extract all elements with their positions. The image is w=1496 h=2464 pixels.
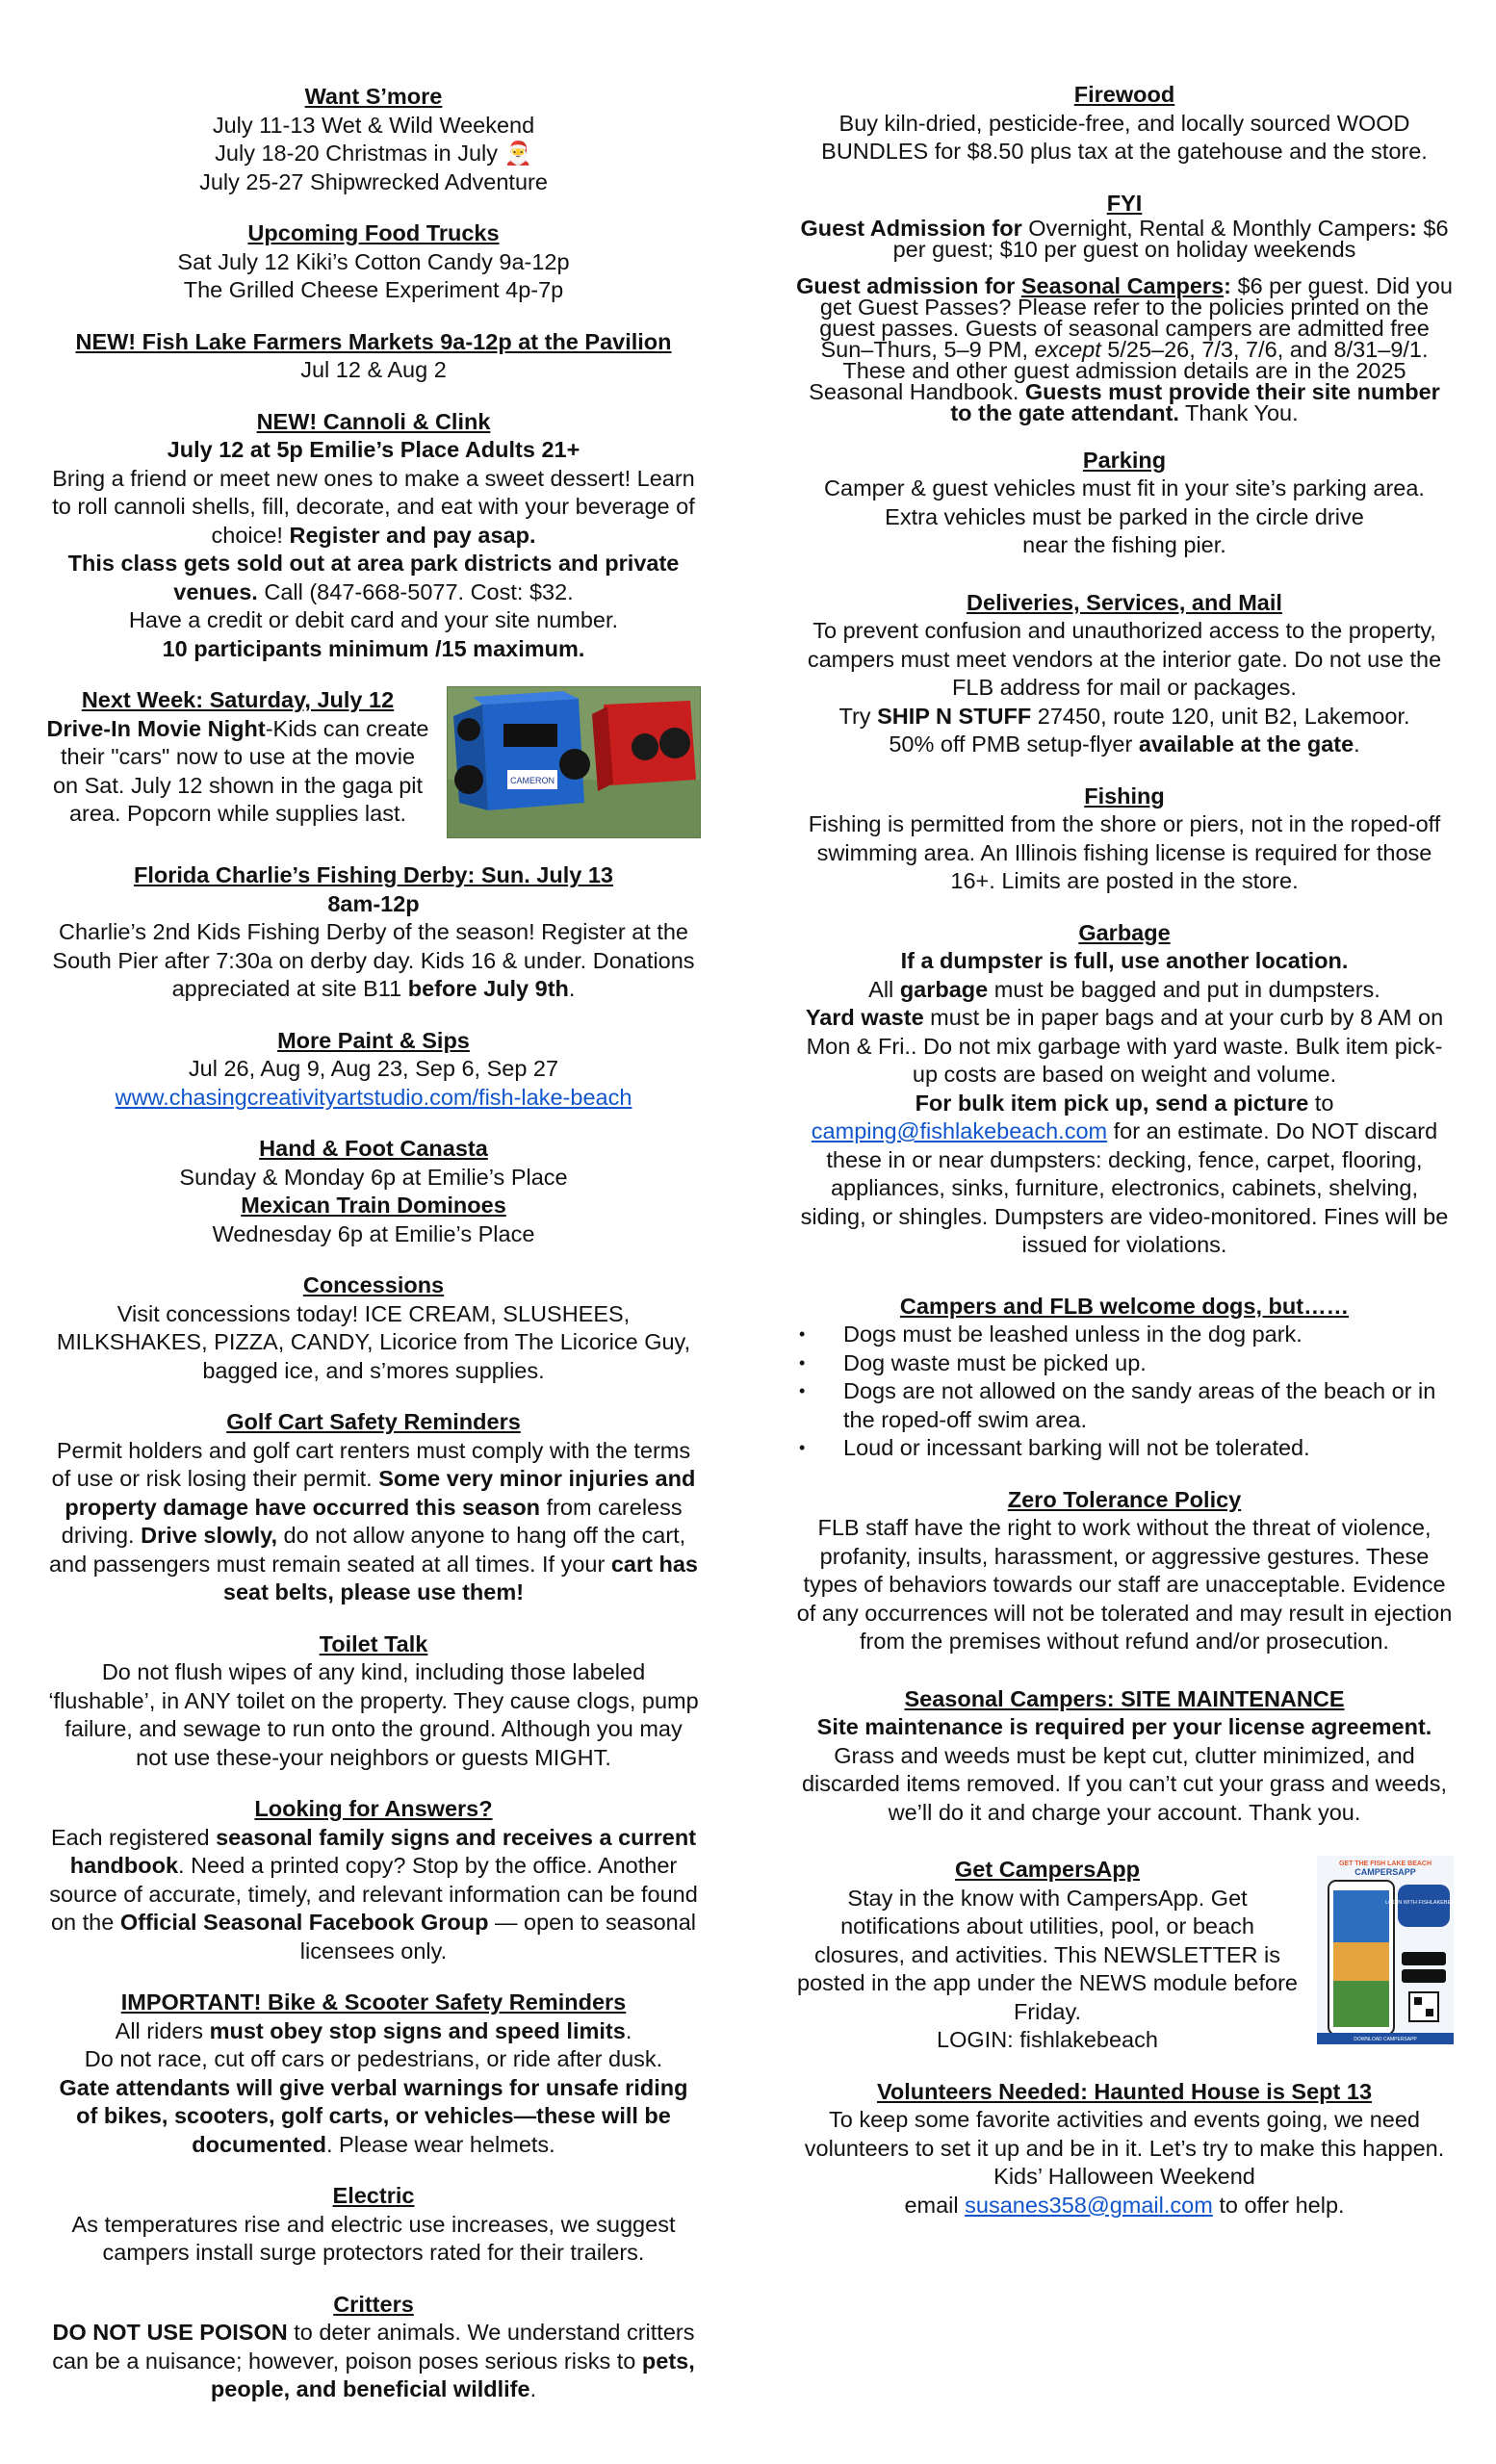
electric-title: Electric [332,2183,415,2208]
cardboard-car-image [448,687,700,837]
movie-title: Next Week: Saturday, July 12 [81,687,395,712]
fishing-derby-section [46,861,701,1004]
farmers-market-dates: Jul 12 & Aug 2 [300,357,447,382]
site-maintenance-body: Site maintenance is required per your license agreement. Grass and weeds must be kept cut, clutter minimized, and discarded items removed. If you can’t cut your grass and weeds, we’ll do it and charge your account. Thank you. [801,1714,1448,1825]
deliveries-body: To prevent confusion and unauthorized access to the property, campers must meet vendors at the interior gate. Do not use the FLB address for mail or packages. [807,618,1442,700]
cannoli-participants: 10 participants minimum /15 maximum. [162,635,585,661]
smore-line: July 25-27 Shipwrecked Adventure [199,168,548,194]
campersapp-promo-graphic [1317,1856,1462,2044]
zero-tolerance-body: FLB staff have the right to work without the threat of violence, profanity, insults, harassment, or aggressive gestures. These types of behaviors towards our staff are unacceptable. Evidence of any occurrences will not be tolerated and may result in ejection from the premises without refund and/or prosecution. [796,1515,1453,1654]
bike-safety-title: IMPORTANT! Bike & Scooter Safety Reminders [120,1989,627,2015]
cannoli-venues: This class gets sold out at area park districts and private venues. Call (847-668-5077. Cost: $32. [67,551,680,604]
smore-title: Want S’more [304,84,443,109]
site-maintenance-title: Seasonal Campers: SITE MAINTENANCE [904,1685,1345,1711]
bike-safety-warning: Gate attendants will give verbal warnings for unsafe riding of bikes, scooters, golf carts, or vehicles—these will be documented. Please wear helmets. [59,2074,688,2157]
movie-body: Drive-In Movie Night-Kids can create their "cars" now to use at the movie on Sat. July 12 shown in the gaga pit area. Popcorn while supplies last. [46,715,429,826]
parking-line: Extra vehicles must be parked in the circle drive [885,503,1364,529]
deliveries-title: Deliveries, Services, and Mail [967,589,1282,615]
site-maintenance-section [795,1685,1454,1828]
smore-section [46,83,701,196]
golf-cart-section [46,1408,701,1607]
dominoes-title: Mexican Train Dominoes [241,1193,506,1218]
promo-title-line2: CAMPERSAPP [1354,1867,1416,1877]
dogs-section [795,1293,1454,1463]
firewood-body: Buy kiln-dried, pesticide-free, and locally sourced WOOD BUNDLES for $8.50 plus tax at the gatehouse and the store. [821,110,1428,164]
golf-cart-body: Permit holders and golf cart renters must comply with the terms of use or risk losing their permit. Some very minor injuries and property damage have occurred this season from careless driving. Drive slowly, do not allow anyone to hang off the cart, and passengers must remain seated at all times. If your cart has seat belts, please use them! [48,1437,698,1604]
campersapp-body: Stay in the know with CampersApp. Get notifications about utilities, pool, or beach closures, and activities. This NEWSLETTER is posted in the app under the NEWS module before Friday. [797,1885,1298,2024]
campersapp-section [795,1856,1462,2055]
campersapp-login: LOGIN: fishlakebeach [937,2027,1158,2052]
list-item: • Dog waste must be picked up. [795,1349,1454,1378]
cannoli-title: NEW! Cannoli & Clink [256,408,491,434]
campersapp-title: Get CampersApp [955,1857,1140,1882]
list-item: • Dogs are not allowed on the sandy areas of the beach or in the roped-off swim area. [795,1377,1454,1434]
movie-night-section [46,686,701,838]
cardboard-car-photo [447,686,701,838]
answers-body: Each registered seasonal family signs and receives a current handbook. Need a printed copy? Stop by the office. Another source of accurate, timely, and relevant information can be found on the Official Seasonal Facebook Group — open to seasonal licensees only. [49,1824,698,1964]
paint-sips-link[interactable]: www.chasingcreativityartstudio.com/fish-lake-beach [115,1084,632,1110]
cannoli-section [46,408,701,664]
zero-tolerance-title: Zero Tolerance Policy [1007,1486,1242,1512]
paint-sips-title: More Paint & Sips [277,1027,470,1053]
parking-line: near the fishing pier. [1022,532,1226,557]
fishing-section [795,783,1454,896]
fishing-title: Fishing [1084,783,1165,808]
promo-download: DOWNLOAD CAMPERSAPP [1354,2037,1417,2042]
dominoes-schedule: Wednesday 6p at Emilie’s Place [212,1220,535,1246]
toilet-talk-title: Toilet Talk [319,1630,428,1656]
volunteer-email-link[interactable]: susanes358@gmail.com [965,2192,1213,2218]
zero-tolerance-section [795,1486,1454,1656]
farmers-market-section [46,328,701,385]
paint-sips-dates: Jul 26, Aug 9, Aug 23, Sep 6, Sep 27 [188,1056,559,1081]
fyi-section [795,190,1454,424]
concessions-body: Visit concessions today! ICE CREAM, SLUSHEES, MILKSHAKES, PIZZA, CANDY, Licorice from The Licorice Guy, bagged ice, and s’mores supplies. [56,1300,691,1383]
games-section [46,1135,701,1248]
dogs-rules-list [795,1321,1454,1463]
list-item: • Loud or incessant barking will not be tolerated. [795,1434,1454,1463]
promo-login: LOGIN WITH FISHLAKEBEACH [1385,1900,1462,1906]
fyi-seasonal-admission: Guest admission for Seasonal Campers: $6 per guest. Did you get Guest Passes? Please refer to the policies printed on the guest passes. Guests of seasonal campers are admitted free Sun–Thurs, 5–9 PM, except 5/25–26, 7/3, 7/6, and 8/31–9/1. These and other guest admission details are in the 2025 Seasonal Handbook. Guests must provide their site number to the gate attendant. Thank You. [796,272,1453,425]
cannoli-card: Have a credit or debit card and your site number. [128,607,619,632]
electric-section [46,2182,701,2268]
derby-time: 8am-12p [327,890,420,916]
farmers-market-title: NEW! Fish Lake Farmers Markets 9a-12p at the Pavilion [75,328,672,354]
concessions-title: Concessions [302,1272,445,1297]
car-name-tag: CAMERON [509,776,555,785]
deliveries-pmb: 50% off PMB setup-flyer available at the gate. [889,732,1360,757]
food-truck-line: The Grilled Cheese Experiment 4p-7p [183,277,564,302]
bike-safety-section [46,1989,701,2159]
bike-safety-line: Do not race, cut off cars or pedestrians, or ride after dusk. [84,2046,663,2071]
firewood-title: Firewood [1073,82,1175,107]
right-column [795,81,1462,2243]
smore-line: July 18-20 Christmas in July 🎅 [215,141,532,166]
electric-body: As temperatures rise and electric use increases, we suggest campers install surge protectors rated for their trailers. [71,2211,676,2265]
critters-section [46,2291,701,2404]
garbage-dumpster-full: If a dumpster is full, use another location. [900,948,1349,973]
garbage-bulk: For bulk item pick up, send a picture to camping@fishlakebeach.com for an estimate. Do NOT discard these in or near dumpsters: decking, fence, carpet, flooring, appliances, sinks, furniture, electronics, cabinets, shelving, siding, or shingles. Dumpsters are video-monitored. Fines will be issued for violations. [800,1090,1449,1257]
food-truck-line: Sat July 12 Kiki’s Cotton Candy 9a-12p [177,248,570,274]
golf-cart-title: Golf Cart Safety Reminders [226,1409,521,1434]
derby-title: Florida Charlie’s Fishing Derby: Sun. July 13 [134,862,613,887]
parking-line: Camper & guest vehicles must fit in your site’s parking area. [824,475,1425,500]
volunteers-section [795,2078,1454,2220]
toilet-talk-body: Do not flush wipes of any kind, including those labeled ‘flushable’, in ANY toilet on the property. They cause clogs, pump failure, and sewage to run onto the ground. Although you may not use these-your neighbors or guests MIGHT. [48,1659,699,1770]
critters-body: DO NOT USE POISON to deter animals. We understand critters can be a nuisance; however, poison poses serious risks to pets, people, and beneficial wildlife. [52,2320,695,2401]
firewood-section [795,81,1454,167]
garbage-section [795,919,1454,1260]
canasta-schedule: Sunday & Monday 6p at Emilie’s Place [179,1164,568,1190]
food-trucks-section [46,219,701,305]
cannoli-body: Bring a friend or meet new ones to make a sweet dessert! Learn to roll cannoli shells, fill, decorate, and eat with your beverage of choice! Register and pay asap. [52,465,695,548]
campersapp-promo-image [1317,1856,1462,2044]
answers-title: Looking for Answers? [254,1796,493,1821]
fyi-title: FYI [1106,190,1143,216]
left-column [46,83,701,2427]
critters-title: Critters [333,2291,414,2317]
food-trucks-title: Upcoming Food Trucks [247,220,500,245]
volunteers-title: Volunteers Needed: Haunted House is Sept 13 [876,2078,1373,2104]
garbage-yard-waste: Yard waste must be in paper bags and at your curb by 8 AM on Mon & Fri.. Do not mix garbage with yard waste. Bulk item pick-up costs are based on weight and volume. [805,1005,1444,1087]
garbage-title: Garbage [1078,919,1171,945]
concessions-section [46,1271,701,1385]
parking-title: Parking [1082,447,1167,473]
parking-section [795,447,1454,560]
bike-safety-rule: All riders must obey stop signs and speed limits. [115,2017,632,2043]
canasta-title: Hand & Foot Canasta [259,1136,488,1161]
fyi-guest-admission: Guest Admission for Overnight, Rental & Monthly Campers: $6 per guest; $10 per guest on holiday weekends [800,215,1449,262]
list-item: • Dogs must be leashed unless in the dog park. [795,1321,1454,1349]
promo-title-line1: GET THE FISH LAKE BEACH [1338,1861,1432,1867]
deliveries-shipnstuff: Try SHIP N STUFF 27450, route 120, unit B2, Lakemoor. [838,703,1410,729]
derby-body: Charlie’s 2nd Kids Fishing Derby of the season! Register at the South Pier after 7:30a on derby day. Kids 16 & under. Donations appreciated at site B11 before July 9th. [52,919,695,1001]
smore-line: July 11-13 Wet & Wild Weekend [212,112,535,138]
volunteers-body: To keep some favorite activities and events going, we need volunteers to set it up and be in it. Let’s try to make this happen. Kids’ Halloween Weekend [804,2107,1445,2189]
fishing-body: Fishing is permitted from the shore or piers, not in the roped-off swimming area. An Illinois fishing license is required for those 16+. Limits are posted in the store. [808,811,1441,893]
cannoli-subtitle: July 12 at 5p Emilie’s Place Adults 21+ [167,437,580,462]
dogs-title: Campers and FLB welcome dogs, but…… [899,1293,1350,1319]
toilet-talk-section [46,1630,701,1773]
garbage-bagged: All garbage must be bagged and put in dumpsters. [868,976,1380,1002]
volunteers-email-line: email susanes358@gmail.com to offer help. [904,2192,1345,2218]
answers-section [46,1795,701,1965]
paint-sips-section [46,1027,701,1113]
camping-email-link[interactable]: camping@fishlakebeach.com [811,1118,1108,1143]
deliveries-section [795,589,1454,759]
